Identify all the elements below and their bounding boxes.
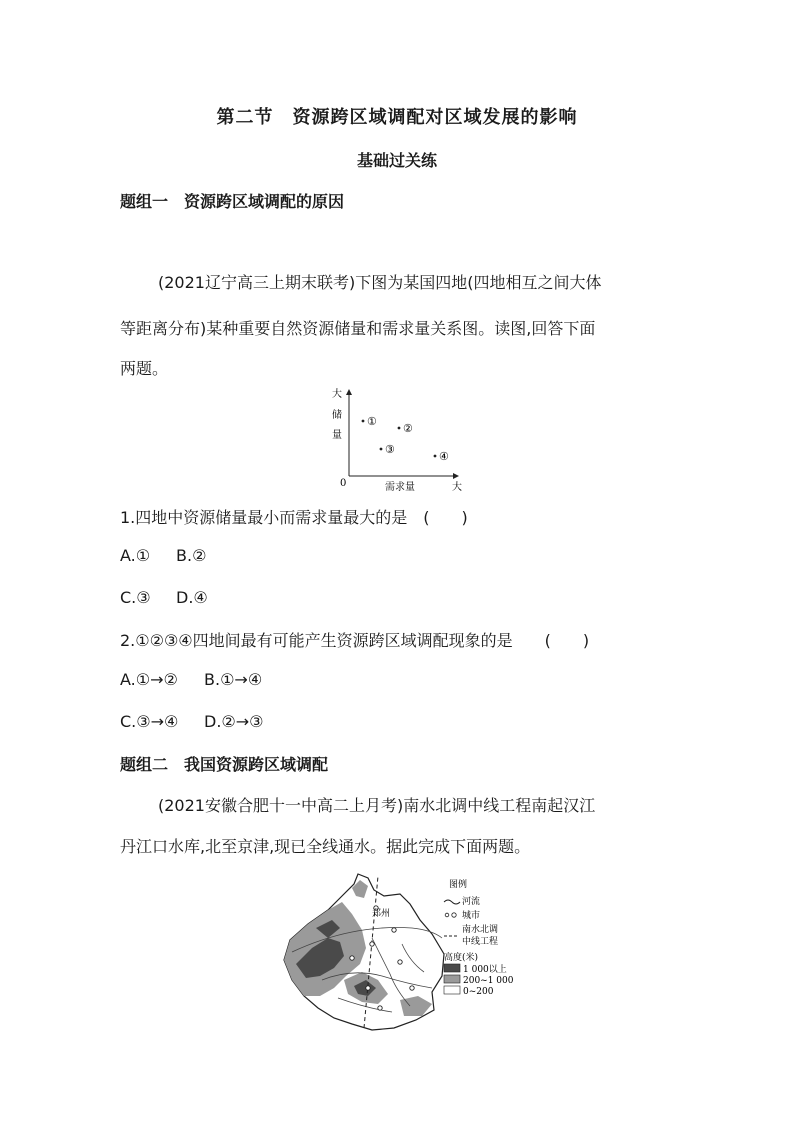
question-1-option-a: A.① <box>120 546 151 565</box>
question-2-option-b: B.①→④ <box>204 670 263 689</box>
intro2-line2: 丹江口水库,北至京津,现已全线通水。据此完成下面两题。 <box>120 837 531 856</box>
question-2-option-d: D.②→③ <box>204 712 264 731</box>
henan-map <box>282 868 522 1040</box>
legend-river-label: 河流 <box>462 897 481 907</box>
resource-scatter-chart <box>326 382 470 492</box>
map-terrain <box>284 874 444 1030</box>
legend-mid-swatch <box>444 975 460 983</box>
y-axis-label-2: 储 <box>332 410 342 421</box>
legend-mid-label: 200~1 000 <box>463 976 514 986</box>
legend-low-label: 0~200 <box>463 987 494 997</box>
legend-project-label-2: 中线工程 <box>462 937 499 947</box>
legend-city-label: 城市 <box>462 911 481 921</box>
page-title: 第二节 资源跨区域调配对区域发展的影响 <box>216 107 578 128</box>
scatter-point-3 <box>380 448 383 451</box>
page-subtitle: 基础过关练 <box>356 151 437 170</box>
question-1-stem: 1.四地中资源储量最小而需求量最大的是 ( ) <box>120 508 468 527</box>
intro1-line1: (2021辽宁高三上期末联考)下图为某国四地(四地相互之间大体 <box>158 273 602 292</box>
y-axis-label-3: 量 <box>332 430 342 441</box>
scatter-point-4 <box>434 455 437 458</box>
map-legend <box>444 878 514 997</box>
x-axis-label: 需求量 <box>385 482 415 492</box>
intro1-line3: 两题。 <box>120 359 169 378</box>
question-1-option-d: D.④ <box>176 588 208 607</box>
origin-label: 0 <box>340 478 347 489</box>
y-axis-label-1: 大 <box>332 389 342 400</box>
question-2-option-a: A.①→② <box>120 670 178 689</box>
question-2-option-c: C.③→④ <box>120 712 179 731</box>
scatter-points <box>362 415 449 463</box>
scatter-point-label-2: ② <box>403 422 413 435</box>
legend-high-swatch <box>444 964 460 972</box>
question-1-option-b: B.② <box>176 546 207 565</box>
legend-river-icon <box>444 900 460 904</box>
intro1-line2: 等距离分布)某种重要自然资源储量和需求量关系图。读图,回答下面 <box>120 319 596 338</box>
legend-low-swatch <box>444 986 460 994</box>
x-axis-end-label: 大 <box>452 482 462 492</box>
legend-project-label-1: 南水北调 <box>462 925 499 935</box>
group-heading-1: 题组一 资源跨区域调配的原因 <box>120 192 345 211</box>
legend-height-title: 高度(米) <box>444 953 479 963</box>
question-2-stem: 2.①②③④四地间最有可能产生资源跨区域调配现象的是 ( ) <box>120 631 590 650</box>
legend-high-label: 1 000以上 <box>463 965 507 975</box>
legend-title: 图例 <box>449 880 468 890</box>
legend-city-icon-small <box>445 913 449 917</box>
legend-city-icon <box>452 913 456 917</box>
scatter-point-label-3: ③ <box>385 443 395 456</box>
scatter-point-label-4: ④ <box>439 450 449 463</box>
question-1-option-c: C.③ <box>120 588 151 607</box>
map-city-label: 郑州 <box>372 909 391 919</box>
intro2-line1: (2021安徽合肥十一中高二上月考)南水北调中线工程南起汉江 <box>158 796 596 815</box>
scatter-point-1 <box>362 420 365 423</box>
scatter-point-2 <box>398 427 401 430</box>
scatter-point-label-1: ① <box>367 415 377 428</box>
group-heading-2: 题组二 我国资源跨区域调配 <box>120 755 329 774</box>
